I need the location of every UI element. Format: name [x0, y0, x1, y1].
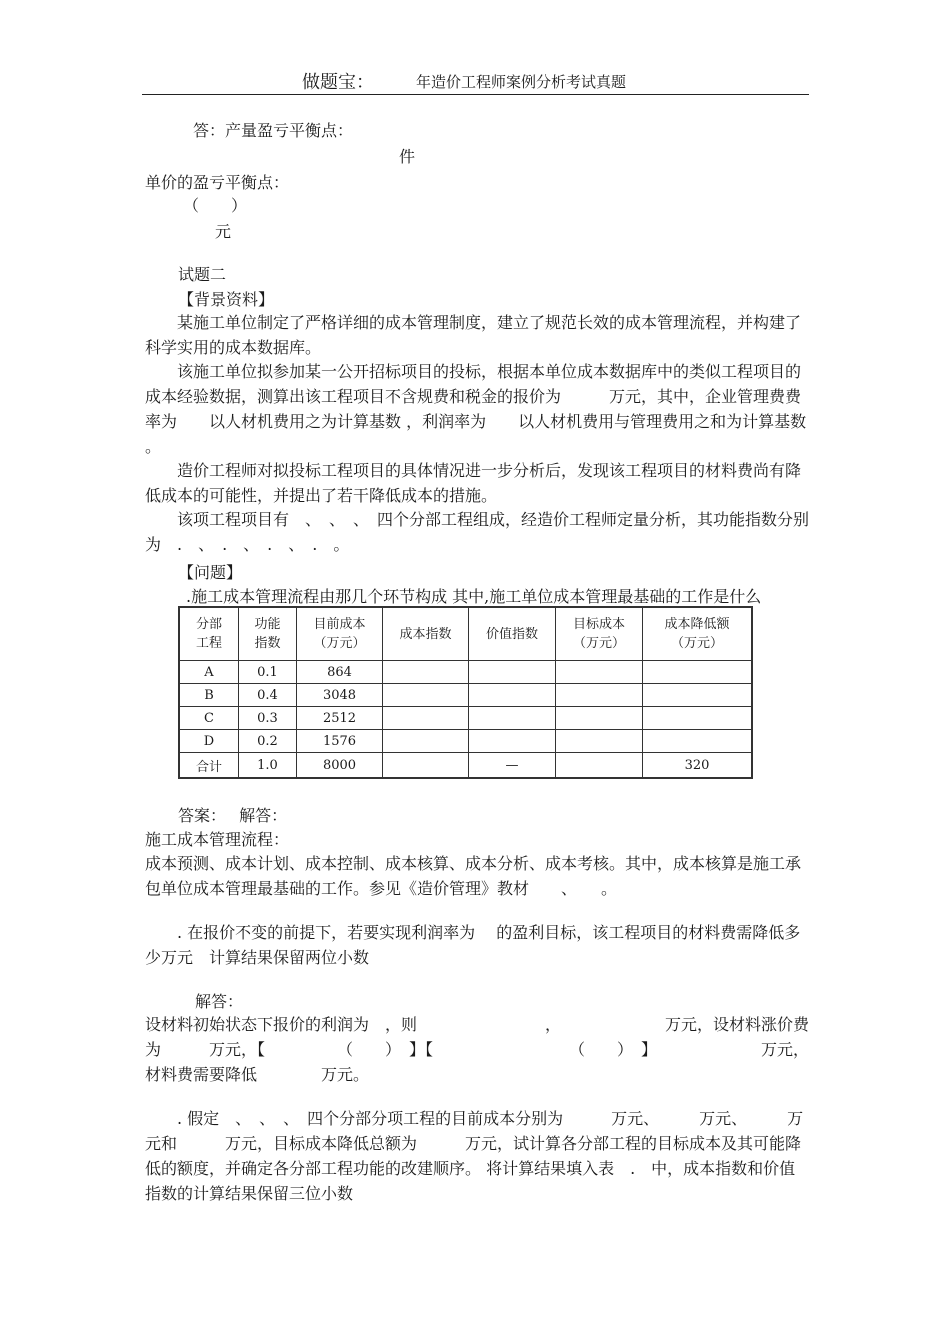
table-cell: [556, 753, 643, 779]
process-answer: 成本预测、成本计划、成本控制、成本核算、成本分析、成本考核。其中，成本核算是施工承包单位成本管理最基础的工作。参见《造价管理》教材 、 。: [145, 854, 802, 898]
table-cell: A: [179, 661, 239, 684]
table-cell: [469, 730, 556, 753]
table-cell: 合计: [179, 753, 239, 779]
questions-heading: 【问题】: [178, 563, 243, 582]
table-cell: [556, 661, 643, 684]
header-cell: 目前成本 （万元）: [297, 607, 383, 661]
table-cell: 3048: [297, 684, 383, 707]
table-cell: [556, 684, 643, 707]
table-cell: 320: [643, 753, 753, 779]
table-cell: 0.4: [239, 684, 297, 707]
table-cell: [556, 707, 643, 730]
header-rule: [142, 94, 809, 95]
background-paragraph-2: 该施工单位拟参加某一公开招标项目的投标，根据本单位成本数据库中的类似工程项目的成本经验数据，测算出该工程项目不含规费和税金的报价为 万元，其中，企业管理费费率为 以人材机费用之为计算基数 ，利润率为 以人材机费用与管理费用之和为计算基数 。: [145, 362, 807, 456]
table-cell: [643, 661, 753, 684]
table-cell: 0.1: [239, 661, 297, 684]
question-3: . 假定 、 、 、 四个分部分项工程的目前成本分别为 万元、 万元、 万元和 万元，目标成本降低总额为 万元，试计算各分部工程的目标成本及其可能降低的额度，并确定各分部工程功能的改建顺序。 将计算结果填入表 . 中，成本指数和价值指数的计算结果保留三位小数: [145, 1109, 804, 1203]
process-heading: 施工成本管理流程：: [145, 830, 290, 849]
table-cell: 2512: [297, 707, 383, 730]
table-row: [179, 730, 752, 753]
table-cell: D: [179, 730, 239, 753]
unit-pieces: 件: [399, 147, 416, 166]
question-two-title: 试题二: [178, 265, 227, 284]
table-cell: B: [179, 684, 239, 707]
table-cell: 1576: [297, 730, 383, 753]
background-paragraph-4: 该项工程项目有 、 、 、 四个分部工程组成，经造价工程师定量分析，其功能指数分别为 . 、 . 、 . 、 . 。: [145, 510, 810, 554]
header-cell: 成本指数: [383, 607, 469, 661]
table-row: [179, 684, 752, 707]
table-cell: 0.2: [239, 730, 297, 753]
table-cell: [556, 730, 643, 753]
table-cell: [469, 707, 556, 730]
table-cell: C: [179, 707, 239, 730]
header-cell: 功能 指数: [239, 607, 297, 661]
table-cell: [383, 753, 469, 779]
table-cell: 8000: [297, 753, 383, 779]
header-cell: 价值指数: [469, 607, 556, 661]
table-header-row: [179, 607, 752, 661]
parentheses: （ ）: [183, 196, 248, 215]
solution-paragraph: 设材料初始状态下报价的利润为 ，则 ， 万元，设材料涨价费为 万元，【 （ ） 】【 （ ） 】 万元，材料费需要降低 万元。: [145, 1015, 810, 1084]
cost-table: [178, 606, 753, 779]
answer-breakeven-quantity: 答：产量盈亏平衡点：: [193, 121, 354, 140]
header-title: 年造价工程师案例分析考试真题: [416, 73, 627, 91]
table-total-row: [179, 753, 752, 779]
answer-label: 答案： 解答：: [178, 806, 288, 825]
table-cell: [469, 661, 556, 684]
table-row: [179, 661, 752, 684]
table-cell: [383, 661, 469, 684]
header-cell: 目标成本 （万元）: [556, 607, 643, 661]
background-heading: 【背景资料】: [178, 290, 275, 309]
header-site: 做题宝：: [302, 72, 374, 93]
unit-yuan: 元: [215, 222, 232, 241]
solution-label: 解答：: [195, 992, 244, 1011]
table-cell: [469, 684, 556, 707]
question-2: . 在报价不变的前提下，若要实现利润率为 的盈利目标，该工程项目的材料费需降低多少万元 计算结果保留两位小数: [145, 923, 801, 967]
table-cell: [643, 684, 753, 707]
table-row: [179, 707, 752, 730]
table-cell: —: [469, 753, 556, 779]
table-cell: [383, 684, 469, 707]
table-cell: [383, 730, 469, 753]
table-cell: [383, 707, 469, 730]
background-paragraph-3: 造价工程师对拟投标工程项目的具体情况进一步分析后，发现该工程项目的材料费尚有降低成本的可能性，并提出了若干降低成本的措施。: [145, 461, 802, 505]
table-cell: 0.3: [239, 707, 297, 730]
table-cell: [643, 730, 753, 753]
question-1: .施工成本管理流程由那几个环节构成 其中,施工单位成本管理最基础的工作是什么: [186, 587, 762, 606]
table-cell: 1.0: [239, 753, 297, 779]
header-cell: 成本降低额 （万元）: [643, 607, 753, 661]
header-cell: 分部 工程: [179, 607, 239, 661]
breakeven-price-label: 单价的盈亏平衡点：: [145, 173, 290, 192]
table-cell: 864: [297, 661, 383, 684]
table-cell: [643, 707, 753, 730]
background-paragraph-1: 某施工单位制定了严格详细的成本管理制度，建立了规范长效的成本管理流程，并构建了科学实用的成本数据库。: [145, 313, 802, 357]
